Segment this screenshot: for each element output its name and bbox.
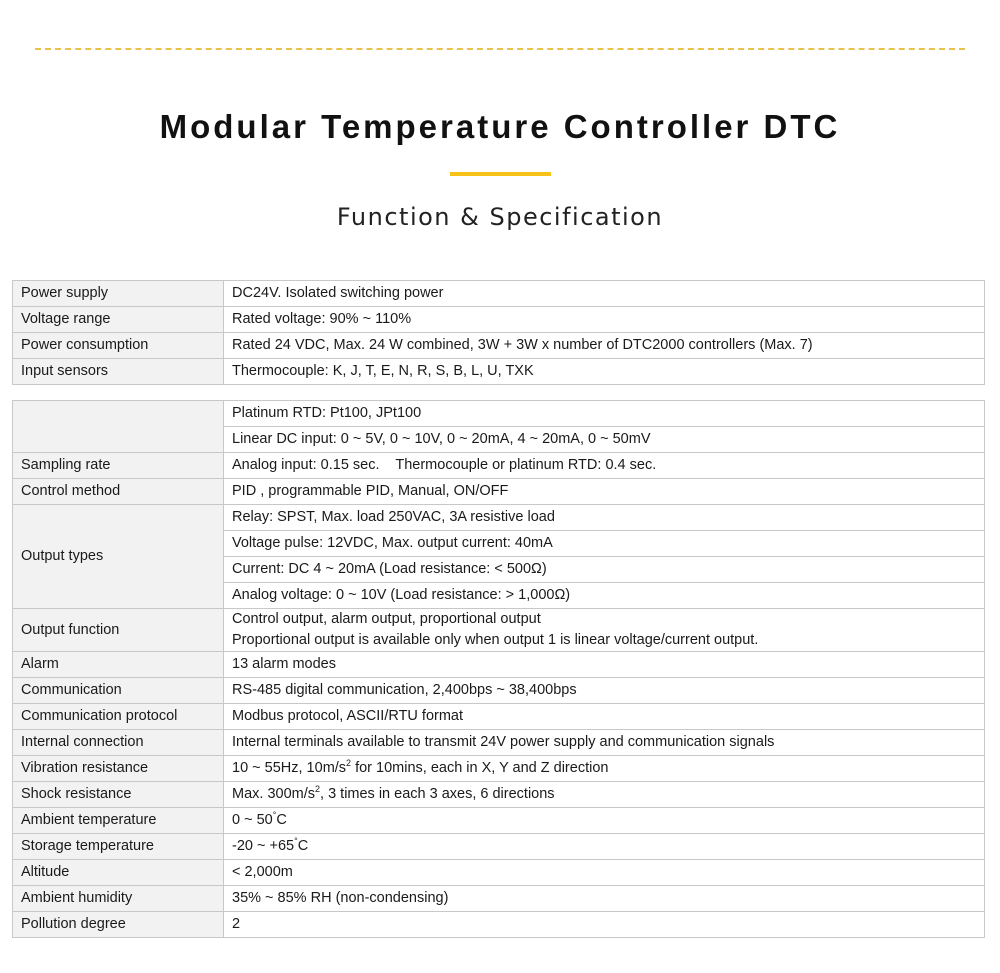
table-row [13,834,985,860]
spec-value: Modbus protocol, ASCII/RTU format [224,704,985,730]
spec-value: Current: DC 4 ~ 20mA (Load resistance: < 500Ω) [224,557,985,583]
spec-key: Vibration resistance [13,756,224,782]
top-dashed-divider [35,48,965,50]
spec-value [224,782,985,808]
spec-table-basic [12,280,985,385]
spec-value: Analog voltage: 0 ~ 10V (Load resistance: > 1,000Ω) [224,583,985,609]
spec-key: Power consumption [13,333,224,359]
table-row [13,401,985,427]
table-row [13,730,985,756]
table-row [13,886,985,912]
spec-value: < 2,000m [224,860,985,886]
table-row [13,912,985,938]
value-text: -20 ~ +65 [232,838,295,854]
spec-key: Communication [13,678,224,704]
table-row [13,782,985,808]
spec-value: Analog input: 0.15 sec. Thermocouple or platinum RTD: 0.4 sec. [224,453,985,479]
superscript: 2 [315,784,321,795]
spec-key: Output function [13,609,224,652]
degree-mark: ° [294,836,298,847]
spec-key: Ambient temperature [13,808,224,834]
spec-key: Communication protocol [13,704,224,730]
value-text: , 3 times in each 3 axes, 6 directions [320,786,555,802]
spec-value: Rated voltage: 90% ~ 110% [224,307,985,333]
spec-key: Control method [13,479,224,505]
spec-key: Voltage range [13,307,224,333]
section-subtitle: Function & Specification [336,203,664,231]
table-row [13,307,985,333]
table-row [13,704,985,730]
spec-value [224,834,985,860]
spec-key: Pollution degree [13,912,224,938]
spec-value-multiline [224,609,985,652]
table-row [13,505,985,531]
table-row [13,678,985,704]
spec-key: Power supply [13,281,224,307]
spec-value: Rated 24 VDC, Max. 24 W combined, 3W + 3W x number of DTC2000 controllers (Max. 7) [224,333,985,359]
spec-value: Thermocouple: K, J, T, E, N, R, S, B, L, U, TXK [224,359,985,385]
spec-key: Ambient humidity [13,886,224,912]
table-row [13,453,985,479]
value-text: C [297,838,309,854]
table-row [13,281,985,307]
table-row [13,860,985,886]
spec-value-line: Proportional output is available only when output 1 is linear voltage/current output. [232,632,759,648]
value-text: 0 ~ 50 [232,812,273,828]
value-text: C [276,812,287,828]
spec-value: Linear DC input: 0 ~ 5V, 0 ~ 10V, 0 ~ 20mA, 4 ~ 20mA, 0 ~ 50mV [224,427,985,453]
table-row [13,333,985,359]
spec-key: Internal connection [13,730,224,756]
spec-value [224,808,985,834]
spec-value-line: Control output, alarm output, proportional output [232,611,541,627]
table-row [13,359,985,385]
value-text: 10 ~ 55Hz, 10m/s [232,760,347,776]
spec-key: Output types [13,505,224,609]
spec-value: 35% ~ 85% RH (non-condensing) [224,886,985,912]
table-row [13,756,985,782]
spec-value: Relay: SPST, Max. load 250VAC, 3A resistive load [224,505,985,531]
page-title: Modular Temperature Controller DTC [159,108,841,145]
spec-value: 13 alarm modes [224,652,985,678]
spec-value: PID , programmable PID, Manual, ON/OFF [224,479,985,505]
spec-value: RS-485 digital communication, 2,400bps ~ 38,400bps [224,678,985,704]
table-row [13,652,985,678]
spec-key: Input sensors [13,359,224,385]
spec-value [224,756,985,782]
spec-value: DC24V. Isolated switching power [224,281,985,307]
spec-key: Altitude [13,860,224,886]
table-row [13,609,985,652]
spec-key: Storage temperature [13,834,224,860]
spec-key: Shock resistance [13,782,224,808]
spec-value: Platinum RTD: Pt100, JPt100 [224,401,985,427]
spec-value: Voltage pulse: 12VDC, Max. output current: 40mA [224,531,985,557]
superscript: 2 [346,758,352,769]
value-text: Max. 300m/s [232,786,315,802]
table-row [13,808,985,834]
spec-table-detail [12,400,985,938]
spec-value: Internal terminals available to transmit 24V power supply and communication signals [224,730,985,756]
spec-key: Alarm [13,652,224,678]
title-accent-bar [450,172,551,176]
spec-key: Sampling rate [13,453,224,479]
table-row [13,479,985,505]
spec-key-empty [13,401,224,453]
spec-value: 2 [224,912,985,938]
value-text: for 10mins, each in X, Y and Z direction [351,760,609,776]
degree-mark: ° [272,810,277,821]
